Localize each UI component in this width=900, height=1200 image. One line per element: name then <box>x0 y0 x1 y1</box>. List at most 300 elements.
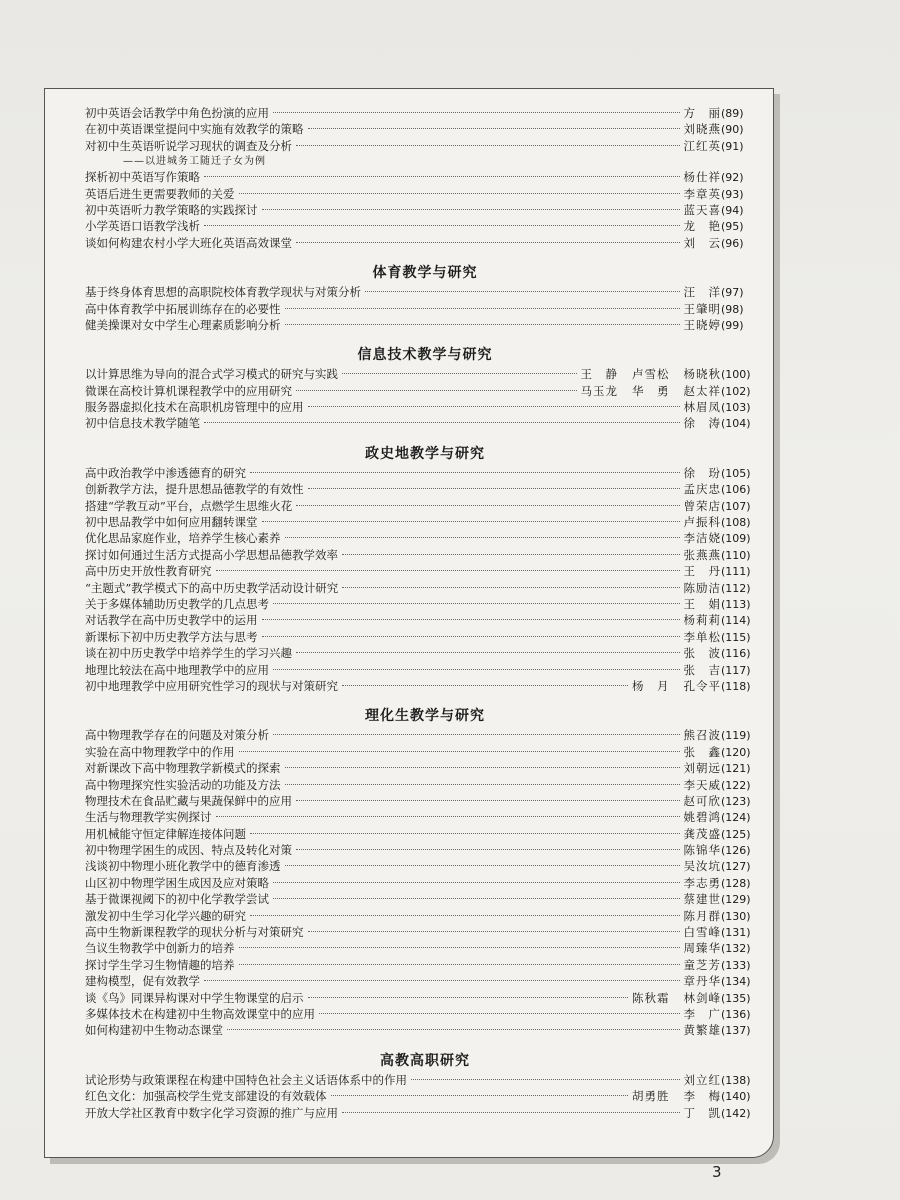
entry-title: 探讨学生学习生物情趣的培养 <box>85 957 235 972</box>
entry-authors <box>684 498 722 514</box>
toc-entry <box>85 301 765 317</box>
entry-title: 地理比较法在高中地理教学中的应用 <box>85 662 269 677</box>
entry-title: 高中物理教学存在的问题及对策分析 <box>85 728 269 743</box>
entry-author: 王肇明 <box>683 301 721 316</box>
entry-author: 龚茂盛 <box>683 826 721 841</box>
dot-leader <box>285 865 680 866</box>
entry-page: (104) <box>721 417 751 431</box>
entry-page: (121) <box>721 762 751 776</box>
dot-leader <box>342 373 577 374</box>
dot-leader <box>204 422 680 423</box>
entry-author: 龙 艳 <box>683 219 721 234</box>
entry-author: 王 丹 <box>683 564 721 579</box>
dot-leader <box>250 472 680 473</box>
dot-leader <box>262 619 680 620</box>
entry-title: 红色文化：加强高校学生党支部建设的有效载体 <box>85 1089 327 1104</box>
entry-title: 新课标下初中历史教学方法与思考 <box>85 629 258 644</box>
entry-author: 曾荣店 <box>683 498 721 513</box>
entry-page: (108) <box>721 516 751 530</box>
toc-entry <box>85 777 765 793</box>
entry-page: (92) <box>721 171 744 185</box>
entry-authors <box>684 891 722 907</box>
toc-entry <box>85 399 765 415</box>
toc-entry <box>85 990 765 1006</box>
entry-authors <box>684 744 722 760</box>
entry-author: 卢振科 <box>683 515 721 530</box>
dot-leader <box>296 849 680 850</box>
entry-page: (113) <box>721 597 751 611</box>
entry-page: (122) <box>721 778 751 792</box>
entry-authors <box>684 777 722 793</box>
entry-author: 刘 云 <box>683 235 721 250</box>
entry-title: 初中信息技术教学随笔 <box>85 416 200 431</box>
toc-entry <box>85 973 765 989</box>
dot-leader <box>273 898 680 899</box>
dot-leader <box>273 669 680 670</box>
entry-authors <box>684 826 722 842</box>
toc-entry <box>85 284 765 300</box>
entry-authors <box>684 415 722 431</box>
entry-title: 激发初中生学习化学兴趣的研究 <box>85 908 246 923</box>
dot-leader <box>227 1029 680 1030</box>
entry-title: 在初中英语课堂提问中实施有效教学的策略 <box>85 122 304 137</box>
entry-authors <box>632 678 721 694</box>
dot-leader <box>296 652 680 653</box>
entry-page: (103) <box>721 401 751 415</box>
entry-authors <box>684 973 722 989</box>
toc-entry <box>85 530 765 546</box>
entry-author: 江红英 <box>683 138 721 153</box>
entry-authors <box>684 514 722 530</box>
entry-authors <box>684 940 722 956</box>
entry-page: (137) <box>721 1024 751 1038</box>
entry-title: 物理技术在食品贮藏与果蔬保鲜中的应用 <box>85 793 292 808</box>
entry-title: 探析初中英语写作策略 <box>85 170 200 185</box>
entry-author: 熊召波 <box>683 728 721 743</box>
toc-entry <box>85 629 765 645</box>
entry-page: (95) <box>721 220 744 234</box>
entry-author: 华 勇 <box>632 383 670 398</box>
dot-leader <box>239 964 680 965</box>
entry-page: (136) <box>721 1007 751 1021</box>
toc-entry <box>85 645 765 661</box>
toc-entry <box>85 940 765 956</box>
dot-leader <box>342 554 680 555</box>
toc-entry <box>85 858 765 874</box>
entry-author: 李单松 <box>683 629 721 644</box>
entry-page: (135) <box>721 991 751 1005</box>
entry-page: (125) <box>721 827 751 841</box>
dot-leader <box>216 570 680 571</box>
entry-authors <box>684 317 722 333</box>
entry-authors <box>684 662 722 678</box>
entry-title: 初中思品教学中如何应用翻转课堂 <box>85 515 258 530</box>
entry-page: (105) <box>721 466 751 480</box>
entry-authors <box>581 383 722 399</box>
entry-authors <box>684 202 722 218</box>
toc-entry <box>85 514 765 530</box>
entry-page: (115) <box>721 630 751 644</box>
entry-authors <box>684 481 722 497</box>
entry-title: 谈如何构建农村小学大班化英语高效课堂 <box>85 235 292 250</box>
toc-entry <box>85 186 765 202</box>
entry-title: 关于多媒体辅助历史教学的几点思考 <box>85 596 269 611</box>
entry-page: (89) <box>721 107 744 120</box>
entry-author: 王 娟 <box>683 596 721 611</box>
entry-title: 多媒体技术在构建初中生物高效课堂中的应用 <box>85 1006 315 1021</box>
entry-author: 李 广 <box>683 1006 721 1021</box>
entry-page: (111) <box>721 565 751 579</box>
entry-authors <box>684 1105 722 1121</box>
entry-author: 周臻华 <box>683 941 721 956</box>
entry-title: 高中体育教学中拓展训练存在的必要性 <box>85 301 281 316</box>
entry-author: 陈锦华 <box>683 843 721 858</box>
entry-page: (102) <box>721 384 751 398</box>
toc-entry <box>85 481 765 497</box>
dot-leader <box>331 1095 629 1096</box>
entry-authors <box>684 235 722 251</box>
entry-authors <box>684 121 722 137</box>
entry-author: 陈励洁 <box>683 580 721 595</box>
entry-authors <box>684 957 722 973</box>
dot-leader <box>262 209 680 210</box>
entry-author: 孟庆忠 <box>683 482 721 497</box>
entry-title: 高中政治教学中渗透德育的研究 <box>85 465 246 480</box>
entry-title: 用机械能守恒定律解连接体问题 <box>85 826 246 841</box>
entry-title: 实验在高中物理教学中的作用 <box>85 744 235 759</box>
entry-page: (117) <box>721 663 751 677</box>
entry-page: (107) <box>721 499 751 513</box>
toc-entry <box>85 235 765 251</box>
section-heading: 理化生教学与研究 <box>365 708 485 725</box>
entry-page: (134) <box>721 975 751 989</box>
dot-leader <box>204 980 680 981</box>
page-number: 3 <box>712 1163 722 1181</box>
entry-title: 搭建“学教互动”平台，点燃学生思维火花 <box>85 498 293 513</box>
entry-authors <box>684 1072 722 1088</box>
toc-entry <box>85 105 765 121</box>
entry-page: (110) <box>721 548 751 562</box>
dot-leader <box>308 997 629 998</box>
entry-title: 浅谈初中物理小班化教学中的德育渗透 <box>85 859 281 874</box>
entry-title: 小学英语口语教学浅析 <box>85 219 200 234</box>
entry-page: (132) <box>721 942 751 956</box>
dot-leader <box>262 521 680 522</box>
entry-author: 黄繁雄 <box>683 1023 721 1038</box>
entry-author: 张 吉 <box>683 662 721 677</box>
entry-title: 高中生物新课程教学的现状分析与对策研究 <box>85 925 304 940</box>
entry-author: 陈秋霜 <box>632 990 670 1005</box>
entry-authors <box>684 908 722 924</box>
entry-page: (128) <box>721 876 751 890</box>
entry-title: 微课在高校计算机课程教学中的应用研究 <box>85 383 292 398</box>
dot-leader <box>342 1112 680 1113</box>
toc-entry <box>85 1105 765 1121</box>
entry-page: (123) <box>721 794 751 808</box>
entry-author: 李 梅 <box>683 1089 721 1104</box>
dot-leader <box>285 537 680 538</box>
dot-leader <box>239 751 680 752</box>
entry-page: (94) <box>721 203 744 217</box>
entry-page: (120) <box>721 745 751 759</box>
entry-title: 健美操课对女中学生心理素质影响分析 <box>85 317 281 332</box>
dot-leader <box>262 636 680 637</box>
entry-author: 孔令平 <box>683 678 721 693</box>
entry-authors <box>684 842 722 858</box>
toc-entry <box>85 415 765 431</box>
toc-entry <box>85 662 765 678</box>
dot-leader <box>319 1013 680 1014</box>
entry-title: 初中物理学困生的成因、特点及转化对策 <box>85 843 292 858</box>
entry-authors <box>632 1088 721 1104</box>
toc-entry <box>85 169 765 185</box>
entry-page: (100) <box>721 368 751 382</box>
toc-entry <box>85 727 765 743</box>
toc-entry <box>85 580 765 596</box>
entry-title: 探讨如何通过生活方式提高小学思想品德教学效率 <box>85 547 338 562</box>
dot-leader <box>273 603 680 604</box>
entry-page: (126) <box>721 844 751 858</box>
dot-leader <box>285 308 680 309</box>
entry-title: 刍议生物教学中创新力的培养 <box>85 941 235 956</box>
toc-entry <box>85 908 765 924</box>
entry-authors <box>684 875 722 891</box>
dot-leader <box>216 816 680 817</box>
toc-entry <box>85 612 765 628</box>
entry-author: 杨仕祥 <box>683 170 721 185</box>
entry-page: (119) <box>721 729 751 743</box>
entry-author: 杨莉莉 <box>683 613 721 628</box>
dot-leader <box>204 225 680 226</box>
entry-page: (91) <box>721 139 744 153</box>
toc-entry <box>85 317 765 333</box>
entry-title: 高中历史开放性教育研究 <box>85 564 212 579</box>
entry-page: (109) <box>721 532 751 546</box>
dot-leader <box>308 488 680 489</box>
toc-entry <box>85 465 765 481</box>
dot-leader <box>239 947 680 948</box>
entry-authors <box>684 138 722 154</box>
entry-page: (131) <box>721 926 751 940</box>
entry-author: 刘立红 <box>683 1072 721 1087</box>
entry-page: (138) <box>721 1073 751 1087</box>
entry-authors <box>684 547 722 563</box>
entry-page: (98) <box>721 302 744 316</box>
dot-leader <box>308 931 680 932</box>
toc-entry <box>85 793 765 809</box>
section-heading: 信息技术教学与研究 <box>357 347 493 364</box>
entry-author: 方 丽 <box>683 106 721 120</box>
entry-authors <box>684 924 722 940</box>
entry-title: 建构模型，促有效教学 <box>85 974 200 989</box>
entry-author: 刘朝远 <box>683 761 721 776</box>
dot-leader <box>342 685 628 686</box>
entry-page: (130) <box>721 909 751 923</box>
entry-title: 创新教学方法，提升思想品德教学的有效性 <box>85 482 304 497</box>
entry-title: 初中英语听力教学策略的实践探讨 <box>85 202 258 217</box>
entry-title: 开放大学社区教育中数字化学习资源的推广与应用 <box>85 1105 338 1120</box>
entry-authors <box>684 760 722 776</box>
entry-author: 汪 洋 <box>683 285 721 300</box>
entry-author: 赵太祥 <box>683 383 721 398</box>
entry-page: (140) <box>721 1090 751 1104</box>
entry-author: 童芝芳 <box>683 957 721 972</box>
section-heading: 政史地教学与研究 <box>365 445 485 462</box>
toc-entry <box>85 498 765 514</box>
entry-title: 初中英语会话教学中角色扮演的应用 <box>85 106 269 120</box>
entry-authors <box>632 990 721 1006</box>
toc-entry <box>85 596 765 612</box>
dot-leader <box>285 767 680 768</box>
entry-authors <box>684 465 722 481</box>
toc-frame <box>44 88 774 1158</box>
section-heading: 高教高职研究 <box>380 1052 470 1069</box>
dot-leader <box>296 145 680 146</box>
entry-title: 试论形势与政策课程在构建中国特色社会主义话语体系中的作用 <box>85 1072 407 1087</box>
entry-author: 李洁娆 <box>683 531 721 546</box>
entry-page: (129) <box>721 893 751 907</box>
entry-author: 姚碧鸿 <box>683 810 721 825</box>
entry-authors <box>684 1022 722 1038</box>
entry-authors <box>684 530 722 546</box>
entry-title: 谈《鸟》同课异构课对中学生物课堂的启示 <box>85 990 304 1005</box>
entry-authors <box>684 629 722 645</box>
toc-entry <box>85 678 765 694</box>
entry-authors <box>684 218 722 234</box>
entry-author: 王 静 <box>580 367 618 382</box>
entry-author: 王晓婷 <box>683 317 721 332</box>
toc-entry <box>85 891 765 907</box>
entry-authors <box>684 399 722 415</box>
toc-entry <box>85 1022 765 1038</box>
entry-author: 徐 涛 <box>683 416 721 431</box>
dot-leader <box>204 176 680 177</box>
entry-page: (114) <box>721 614 751 628</box>
entry-page: (133) <box>721 958 751 972</box>
entry-authors <box>684 169 722 185</box>
toc-entry <box>85 218 765 234</box>
dot-leader <box>285 324 680 325</box>
entry-page: (142) <box>721 1106 751 1120</box>
table-of-contents <box>85 105 765 1121</box>
entry-title: 英语后进生更需要教师的关爱 <box>85 186 235 201</box>
dot-leader <box>308 406 680 407</box>
entry-title: 山区初中物理学困生成因及应对策略 <box>85 875 269 890</box>
entry-page: (118) <box>721 679 751 693</box>
dot-leader <box>285 784 680 785</box>
toc-entry <box>85 121 765 137</box>
entry-title: 对话教学在高中历史教学中的运用 <box>85 613 258 628</box>
dot-leader <box>250 915 680 916</box>
entry-authors <box>684 645 722 661</box>
entry-author: 林剑峰 <box>683 990 721 1005</box>
toc-entry <box>85 383 765 399</box>
toc-entry <box>85 547 765 563</box>
entry-title: 基于终身体育思想的高职院校体育教学现状与对策分析 <box>85 285 361 300</box>
entry-page: (124) <box>721 811 751 825</box>
dot-leader <box>296 242 680 243</box>
entry-title: 如何构建初中生物动态课堂 <box>85 1023 223 1038</box>
dot-leader <box>273 734 680 735</box>
toc-entry <box>85 760 765 776</box>
dot-leader <box>411 1079 680 1080</box>
entry-author: 刘晓燕 <box>683 122 721 137</box>
toc-entry <box>85 1088 765 1104</box>
entry-authors <box>684 563 722 579</box>
entry-title: 初中地理教学中应用研究性学习的现状与对策研究 <box>85 678 338 693</box>
entry-title: 基于微课视阈下的初中化学教学尝试 <box>85 892 269 907</box>
entry-author: 张燕燕 <box>683 547 721 562</box>
dot-leader <box>296 800 680 801</box>
entry-author: 蔡建世 <box>683 892 721 907</box>
toc-entry <box>85 924 765 940</box>
entry-page: (112) <box>721 581 751 595</box>
entry-title: 谈在初中历史教学中培养学生的学习兴趣 <box>85 646 292 661</box>
entry-author: 赵可欣 <box>683 793 721 808</box>
entry-authors <box>684 596 722 612</box>
entry-authors <box>684 858 722 874</box>
entry-author: 李志勇 <box>683 875 721 890</box>
entry-title: 对新课改下高中物理教学新模式的探索 <box>85 761 281 776</box>
toc-entry <box>85 875 765 891</box>
entry-author: 陈月群 <box>683 908 721 923</box>
toc-entry <box>85 138 765 154</box>
entry-authors <box>684 793 722 809</box>
dot-leader <box>365 291 680 292</box>
entry-title: “主题式”教学模式下的高中历史教学活动设计研究 <box>85 580 339 595</box>
entry-author: 杨 月 <box>632 678 670 693</box>
entry-title: 生活与物理教学实例探讨 <box>85 810 212 825</box>
entry-author: 蓝天喜 <box>683 202 721 217</box>
entry-authors <box>684 809 722 825</box>
entry-author: 张 鑫 <box>683 744 721 759</box>
dot-leader <box>342 587 679 588</box>
toc-entry <box>85 809 765 825</box>
dot-leader <box>273 882 680 883</box>
entry-author: 张 波 <box>683 646 721 661</box>
entry-author: 胡勇胜 <box>632 1089 670 1104</box>
entry-author: 杨晓秋 <box>683 367 721 382</box>
entry-authors <box>684 105 722 121</box>
entry-title: 服务器虚拟化技术在高职机房管理中的应用 <box>85 400 304 415</box>
dot-leader <box>296 390 577 391</box>
toc-entry <box>85 563 765 579</box>
entry-authors <box>684 301 722 317</box>
entry-author: 卢雪松 <box>632 367 670 382</box>
toc-entry <box>85 744 765 760</box>
entry-author: 吴汝坑 <box>683 859 721 874</box>
entry-title: 以计算思维为导向的混合式学习模式的研究与实践 <box>85 367 338 382</box>
entry-author: 李天威 <box>683 777 721 792</box>
entry-author: 马玉龙 <box>580 383 618 398</box>
entry-author: 林眉凤 <box>683 400 721 415</box>
toc-entry <box>85 1072 765 1088</box>
entry-author: 徐 玢 <box>683 465 721 480</box>
entry-title: 高中物理探究性实验活动的功能及方法 <box>85 777 281 792</box>
dot-leader <box>296 505 679 506</box>
entry-authors <box>581 366 722 382</box>
toc-entry <box>85 826 765 842</box>
section-heading: 体育教学与研究 <box>372 265 478 282</box>
entry-authors <box>684 727 722 743</box>
entry-authors <box>684 186 722 202</box>
entry-page: (97) <box>721 286 744 300</box>
toc-entry <box>85 1006 765 1022</box>
entry-page: (116) <box>721 647 751 661</box>
dot-leader <box>239 193 680 194</box>
entry-author: 李章英 <box>683 186 721 201</box>
entry-author: 丁 凯 <box>683 1105 721 1120</box>
